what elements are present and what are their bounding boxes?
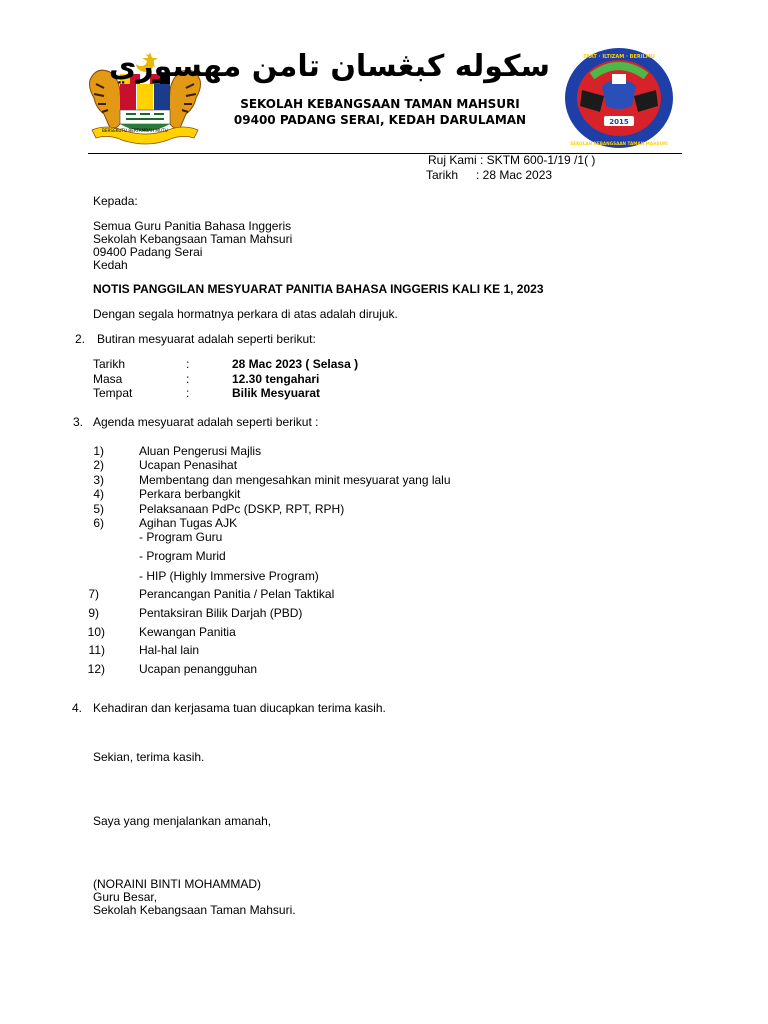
agenda-item: Aluan Pengerusi Majlis xyxy=(139,444,262,458)
school-address: 09400 PADANG SERAI, KEDAH DARULAMAN xyxy=(233,113,527,127)
crest-motto-text: BERSEKUTU BERTAMBAH MUTU xyxy=(102,128,168,133)
detail-label: Tempat xyxy=(93,386,133,400)
agenda-number: 11) xyxy=(88,643,105,657)
school-logo-top-text: TAAT · ILTIZAM · BERILMU xyxy=(583,54,655,60)
section-number: 4. xyxy=(72,701,83,715)
detail-value: 28 Mac 2023 ( Selasa ) xyxy=(232,357,359,371)
detail-value: Bilik Mesyuarat xyxy=(232,386,321,400)
agenda-number: 9) xyxy=(88,606,99,620)
school-name: SEKOLAH KEBANGSAAN TAMAN MAHSURI xyxy=(240,97,520,111)
agenda-number: 1) xyxy=(93,444,104,458)
signatory-title: Guru Besar, xyxy=(93,890,158,904)
opening-paragraph: Dengan segala hormatnya perkara di atas adalah dirujuk. xyxy=(93,307,398,321)
detail-separator: : xyxy=(186,372,190,386)
detail-value: 12.30 tengahari xyxy=(232,372,320,386)
detail-label: Tarikh xyxy=(93,357,126,371)
school-logo-year: 2015 xyxy=(609,118,629,126)
agenda-item: Pentaksiran Bilik Darjah (PBD) xyxy=(139,606,303,620)
agenda-item: Ucapan penangguhan xyxy=(139,662,258,676)
closing-thanks: Sekian, terima kasih. xyxy=(93,750,205,764)
recipient-line: Sekolah Kebangsaan Taman Mahsuri xyxy=(93,232,293,246)
agenda-subitem: - Program Murid xyxy=(139,549,226,563)
agenda-item: Agihan Tugas AJK xyxy=(139,516,238,530)
agenda-subitem: - HIP (Highly Immersive Program) xyxy=(139,569,319,583)
agenda-item: Membentang dan mengesahkan minit mesyuarat yang lalu xyxy=(139,473,451,487)
closing-trust: Saya yang menjalankan amanah, xyxy=(93,814,272,828)
school-logo-ring-text: SEKOLAH KEBANGSAAN TAMAN MAHSURI xyxy=(570,141,668,146)
section-number: 3. xyxy=(73,415,84,429)
detail-separator: : xyxy=(186,386,190,400)
kepada-label: Kepada: xyxy=(93,194,138,208)
agenda-number: 5) xyxy=(93,502,104,516)
agenda-number: 10) xyxy=(87,625,105,639)
agenda-item: Perkara berbangkit xyxy=(139,487,241,501)
reference-number: Ruj Kami : SKTM 600-1/19 /1( ) xyxy=(428,153,596,167)
jawi-school-name: سكوله كبڠسان تامن مهسوري xyxy=(108,49,550,84)
agenda-number: 12) xyxy=(87,662,105,676)
agenda-item: Pelaksanaan PdPc (DSKP, RPT, RPH) xyxy=(139,502,345,516)
agenda-number: 6) xyxy=(93,516,104,530)
reference-date-value: : 28 Mac 2023 xyxy=(476,168,553,182)
recipient-line: Kedah xyxy=(93,258,128,272)
detail-label: Masa xyxy=(93,372,123,386)
agenda-item: Kewangan Panitia xyxy=(139,625,236,639)
agenda-number: 4) xyxy=(93,487,104,501)
signatory-organisation: Sekolah Kebangsaan Taman Mahsuri. xyxy=(93,903,296,917)
signatory-name: (NORAINI BINTI MOHAMMAD) xyxy=(93,877,261,891)
reference-date-label: Tarikh xyxy=(426,168,459,182)
detail-separator: : xyxy=(186,357,190,371)
agenda-item: Perancangan Panitia / Pelan Taktikal xyxy=(139,587,335,601)
agenda-number: 3) xyxy=(93,473,104,487)
section-text: Butiran mesyuarat adalah seperti berikut: xyxy=(97,332,316,346)
section-number: 2. xyxy=(75,332,86,346)
agenda-number: 2) xyxy=(93,458,104,472)
recipient-line: Semua Guru Panitia Bahasa Inggeris xyxy=(93,219,292,233)
agenda-number: 7) xyxy=(88,587,99,601)
section-text: Agenda mesyuarat adalah seperti berikut : xyxy=(93,415,319,429)
section-text: Kehadiran dan kerjasama tuan diucapkan terima kasih. xyxy=(93,701,386,715)
recipient-line: 09400 Padang Serai xyxy=(93,245,203,259)
agenda-item: Ucapan Penasihat xyxy=(139,458,238,472)
school-logo xyxy=(562,46,676,150)
agenda-subitem: - Program Guru xyxy=(139,530,223,544)
agenda-item: Hal-hal lain xyxy=(139,643,200,657)
letter-subject: NOTIS PANGGILAN MESYUARAT PANITIA BAHASA INGGERIS KALI KE 1, 2023 xyxy=(93,282,544,296)
